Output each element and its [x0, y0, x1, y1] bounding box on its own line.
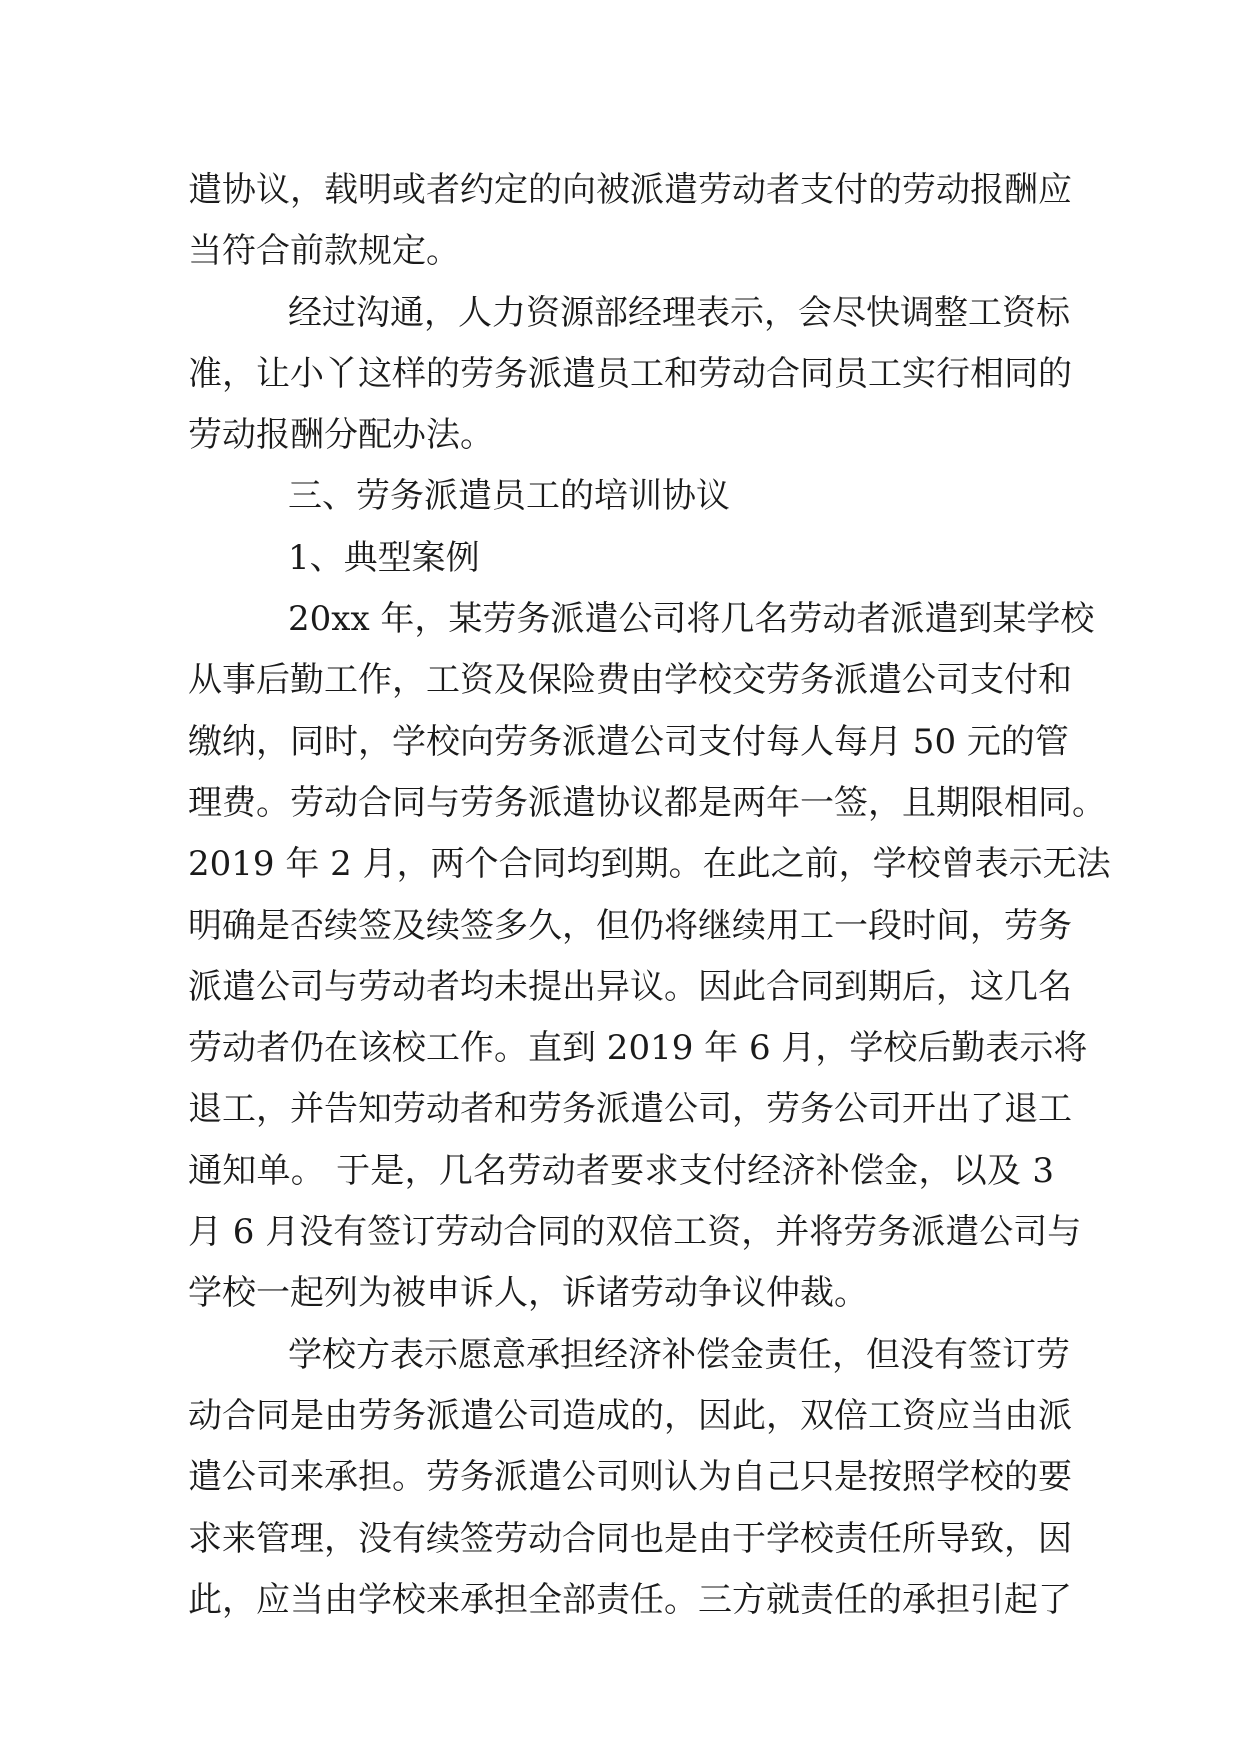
text-line: 理费。劳动合同与劳务派遣协议都是两年一签，且期限相同。 [188, 782, 1106, 823]
subsection-heading: 1、典型案例 [288, 537, 480, 578]
text-line: 明确是否续签及续签多久，但仍将继续用工一段时间，劳务 [188, 905, 1072, 946]
text-line: 缴纳，同时，学校向劳务派遣公司支付每人每月 50 元的管 [188, 721, 1069, 762]
text-line: 劳动报酬分配办法。 [188, 415, 494, 456]
text-line: 学校一起列为被申诉人，诉诸劳动争议仲裁。 [188, 1273, 868, 1314]
text-line: 准，让小丫这样的劳务派遣员工和劳动合同员工实行相同的 [188, 353, 1072, 394]
paragraph-start-line: 20xx 年，某劳务派遣公司将几名劳动者派遣到某学校 [288, 599, 1095, 640]
text-line: 当符合前款规定。 [188, 231, 460, 272]
text-line: 此，应当由学校来承担全部责任。三方就责任的承担引起了 [188, 1579, 1072, 1620]
text-line: 通知单。 于是，几名劳动者要求支付经济补偿金，以及 3 [188, 1150, 1054, 1191]
text-line: 遣协议，载明或者约定的向被派遣劳动者支付的劳动报酬应 [188, 170, 1072, 210]
text-line: 退工，并告知劳动者和劳务派遣公司，劳务公司开出了退工 [188, 1089, 1072, 1130]
text-line: 劳动者仍在该校工作。直到 2019 年 6 月，学校后勤表示将 [188, 1028, 1088, 1069]
text-line: 从事后勤工作，工资及保险费由学校交劳务派遣公司支付和 [188, 660, 1072, 701]
text-line: 动合同是由劳务派遣公司造成的，因此，双倍工资应当由派 [188, 1395, 1072, 1436]
text-line: 遣公司来承担。劳务派遣公司则认为自己只是按照学校的要 [188, 1457, 1072, 1498]
paragraph-start-line: 学校方表示愿意承担经济补偿金责任，但没有签订劳 [288, 1334, 1070, 1375]
section-heading: 三、劳务派遣员工的培训协议 [288, 476, 730, 517]
text-line: 求来管理，没有续签劳动合同也是由于学校责任所导致，因 [188, 1518, 1072, 1559]
text-line: 月 6 月没有签订劳动合同的双倍工资，并将劳务派遣公司与 [188, 1212, 1082, 1253]
text-line: 派遣公司与劳动者均未提出异议。因此合同到期后，这几名 [188, 966, 1072, 1007]
document-body [188, 160, 1111, 1631]
paragraph-start-line: 经过沟通，人力资源部经理表示，会尽快调整工资标 [288, 292, 1070, 333]
text-line: 2019 年 2 月，两个合同均到期。在此之前，学校曾表示无法 [188, 844, 1111, 885]
